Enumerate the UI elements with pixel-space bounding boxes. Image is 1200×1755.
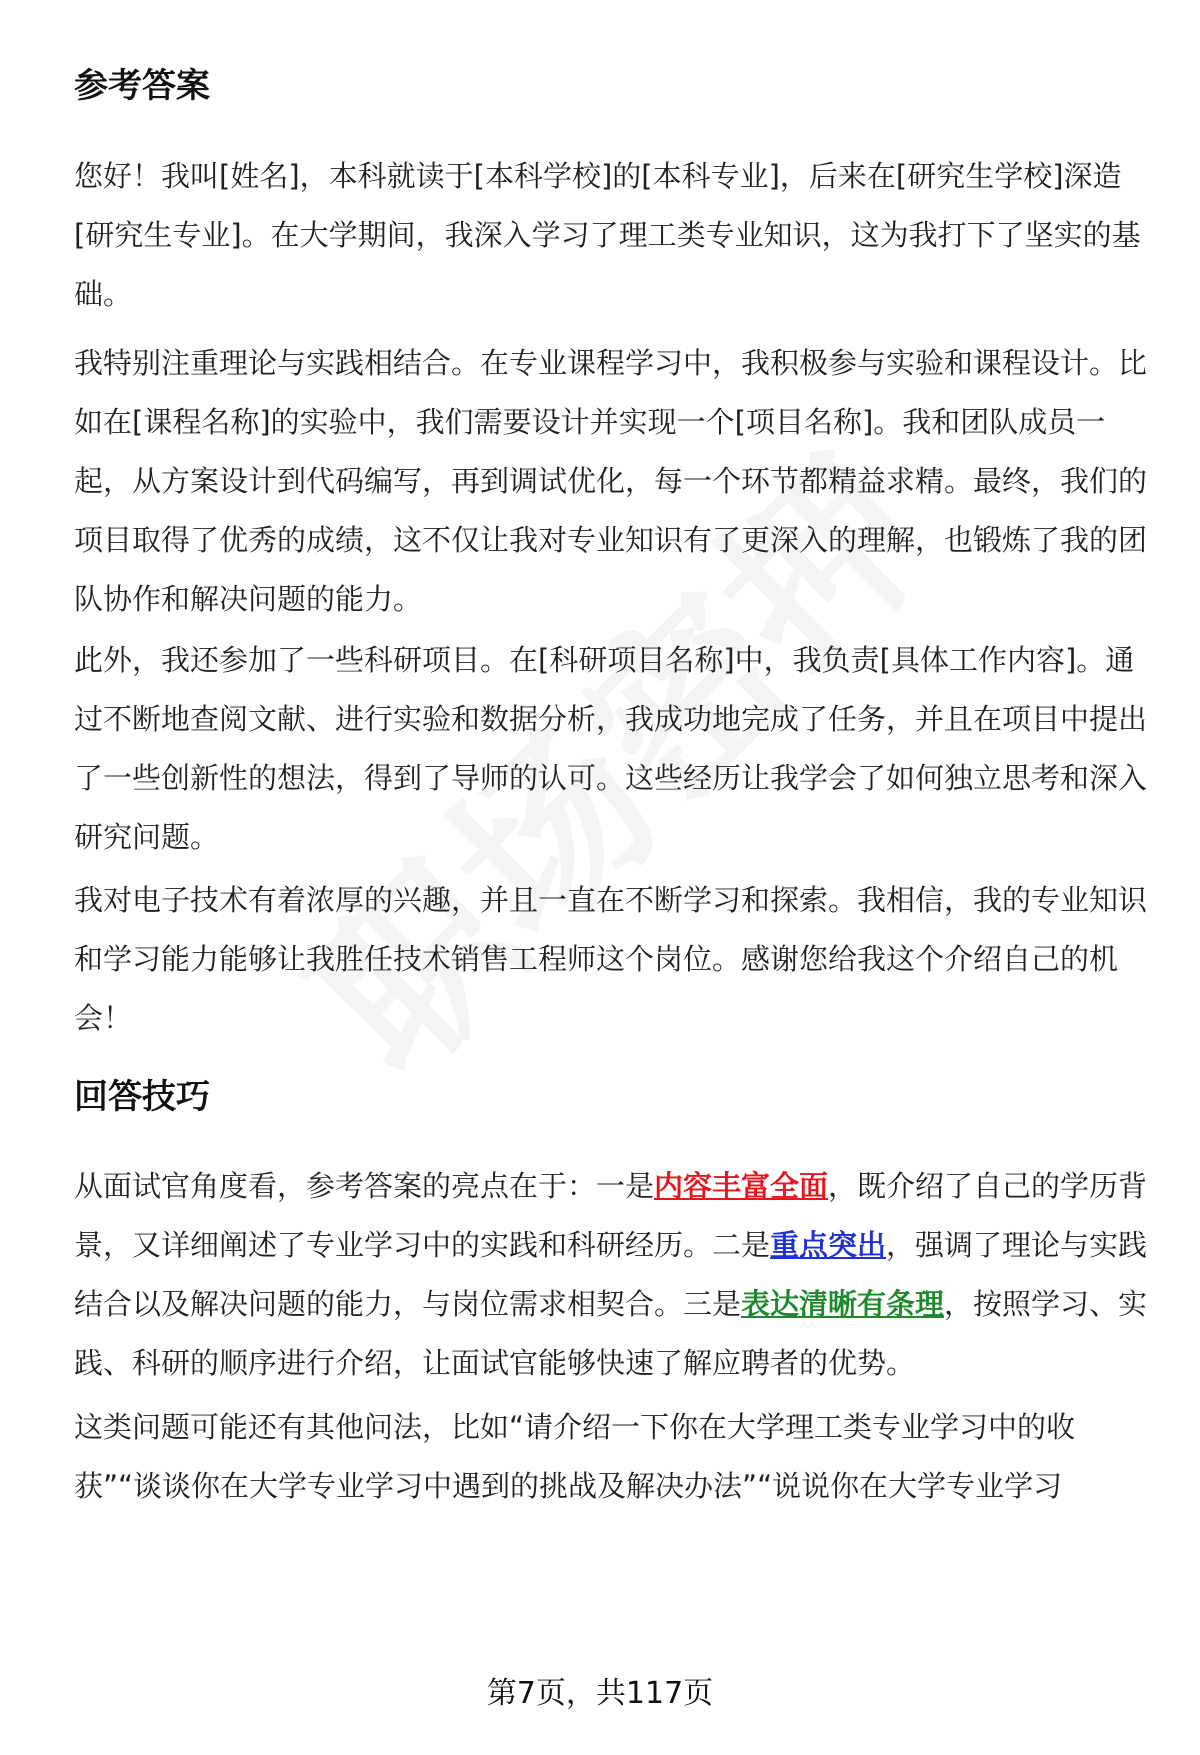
page-footer: 第7页，共117页 <box>486 1676 714 1711</box>
tips-text-2: ，既介绍了自己的学历背景，又详细阐述了专业学习中的实践和科研经历。二是 <box>74 1169 1148 1262</box>
tips-text-4: ，按照学习、实践、科研的顺序进行介绍，让面试官能够快速了解应聘者的优势。 <box>74 1287 1148 1380</box>
answer-paragraph-3: 此外，我还参加了一些科研项目。在[科研项目名称]中，我负责[具体工作内容]。通过不断地查阅文献、进行实验和数据分析，我成功地完成了任务，并且在项目中提出了一些创新性的想法，得到了导师的认可。这些经历让我学会了如何独立思考和深入研究问题。 <box>74 643 1148 854</box>
other-questions-paragraph: 这类问题可能还有其他问法，比如“请介绍一下你在大学理工类专业学习中的收获”“谈谈你在大学专业学习中遇到的挑战及解决办法”“说说你在大学专业学习 <box>74 1410 1076 1503</box>
tips-paragraph <box>74 1157 1154 1393</box>
highlight-clear-expression: 表达清晰有条理 <box>741 1287 945 1321</box>
heading-answer-tips: 回答技巧 <box>74 1077 210 1117</box>
highlight-key-points: 重点突出 <box>770 1228 887 1262</box>
heading-reference-answer: 参考答案 <box>74 66 210 106</box>
answer-paragraph-2: 我特别注重理论与实践相结合。在专业课程学习中，我积极参与实验和课程设计。比如在[课程名称]的实验中，我们需要设计并实现一个[项目名称]。我和团队成员一起，从方案设计到代码编写，再到调试优化，每一个环节都精益求精。最终，我们的项目取得了优秀的成绩，这不仅让我对专业知识有了更深入的理解，也锻炼了我的团队协作和解决问题的能力。 <box>74 346 1148 616</box>
answer-paragraph-1: 您好！我叫[姓名]，本科就读于[本科学校]的[本科专业]，后来在[研究生学校]深造[研究生专业]。在大学期间，我深入学习了理工类专业知识，这为我打下了坚实的基础。 <box>74 159 1141 311</box>
tips-text-1: 从面试官角度看，参考答案的亮点在于：一是 <box>74 1169 655 1203</box>
answer-paragraph-4: 我对电子技术有着浓厚的兴趣，并且一直在不断学习和探索。我相信，我的专业知识和学习能力能够让我胜任技术销售工程师这个岗位。感谢您给我这个介绍自己的机会！ <box>74 883 1148 1035</box>
tips-text-3: ，强调了理论与实践结合以及解决问题的能力，与岗位需求相契合。三是 <box>74 1228 1148 1321</box>
highlight-rich-content: 内容丰富全面 <box>654 1169 829 1203</box>
